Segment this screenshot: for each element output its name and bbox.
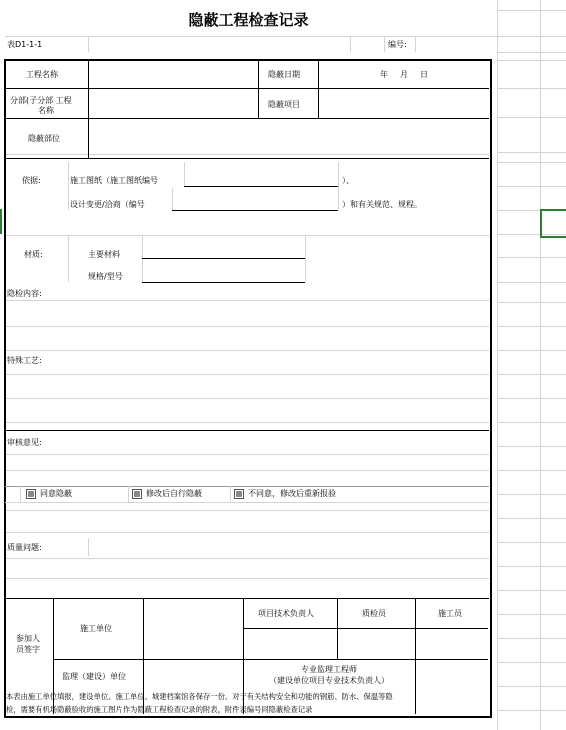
date-year: 年	[380, 70, 388, 79]
supervision-unit-label: 监理（建设）单位	[62, 672, 126, 681]
material-label: 材质:	[24, 250, 43, 259]
disagree-checkbox[interactable]	[234, 489, 244, 499]
hidden-item-label: 隐蔽项目	[268, 100, 300, 109]
quality-issue-label: 质量问题:	[7, 543, 42, 552]
supervisor-line2: （建设单位项目专业技术负责人）	[269, 676, 389, 685]
revise-checkbox[interactable]	[132, 489, 142, 499]
selected-cell[interactable]	[540, 209, 566, 238]
tech-lead-label: 项目技术负责人	[258, 609, 314, 618]
basis-change-end: ）和有关规范、规程。	[342, 200, 422, 209]
subproject-label-line1: 分部(子分部 工程	[10, 96, 72, 105]
date-month: 月	[400, 70, 408, 79]
material-main-label: 主要材料	[88, 250, 120, 259]
revise-option-label: 修改后自行隐蔽	[146, 489, 202, 498]
number-label: 编号:	[388, 40, 407, 49]
page-title: 隐蔽工程检查记录	[188, 11, 309, 29]
inspector-label: 质检员	[362, 609, 386, 618]
hidden-date-label: 隐蔽日期	[268, 70, 300, 79]
form-code: 表D1-1-1	[7, 40, 43, 49]
basis-drawing-end: ）、	[342, 176, 354, 185]
supervisor-line1: 专业监理工程师	[301, 665, 357, 674]
disagree-option-label: 不同意，修改后重新报验	[248, 489, 336, 498]
footnote-line2: 检，需要有机场隐蔽验收的施工图片作为隐蔽工程检查记录的附表，附件表编号同隐蔽检查记录	[6, 705, 313, 714]
construction-unit-label: 施工单位	[80, 624, 112, 633]
date-day: 日	[420, 70, 428, 79]
basis-drawing: 施工图纸（施工图纸编号	[70, 176, 158, 185]
sign-label-line2: 员签字	[16, 645, 40, 654]
agree-option-label: 同意隐蔽	[40, 489, 72, 498]
worker-label: 施工员	[438, 609, 462, 618]
row-marker	[0, 209, 2, 234]
material-spec-label: 规格/型号	[88, 272, 123, 281]
footnote-line1: 本表由施工单位填报，建设单位、施工单位、城建档案馆各保存一份。对于有关结构安全和功能的钢筋、防水、保温等隐	[6, 692, 393, 701]
project-name-label: 工程名称	[26, 70, 58, 79]
special-process-label: 特殊工艺:	[7, 356, 42, 365]
sign-label-line1: 参加人	[16, 634, 40, 643]
agree-checkbox[interactable]	[26, 489, 36, 499]
subproject-label-line2: 名称	[38, 106, 54, 115]
hidden-content-label: 隐检内容:	[7, 289, 42, 298]
hidden-location-label: 隐蔽部位	[28, 134, 60, 143]
basis-change: 设计变更/洽商（编号	[70, 200, 145, 209]
review-label: 审核意见:	[7, 438, 42, 447]
basis-label: 依据:	[22, 176, 41, 185]
